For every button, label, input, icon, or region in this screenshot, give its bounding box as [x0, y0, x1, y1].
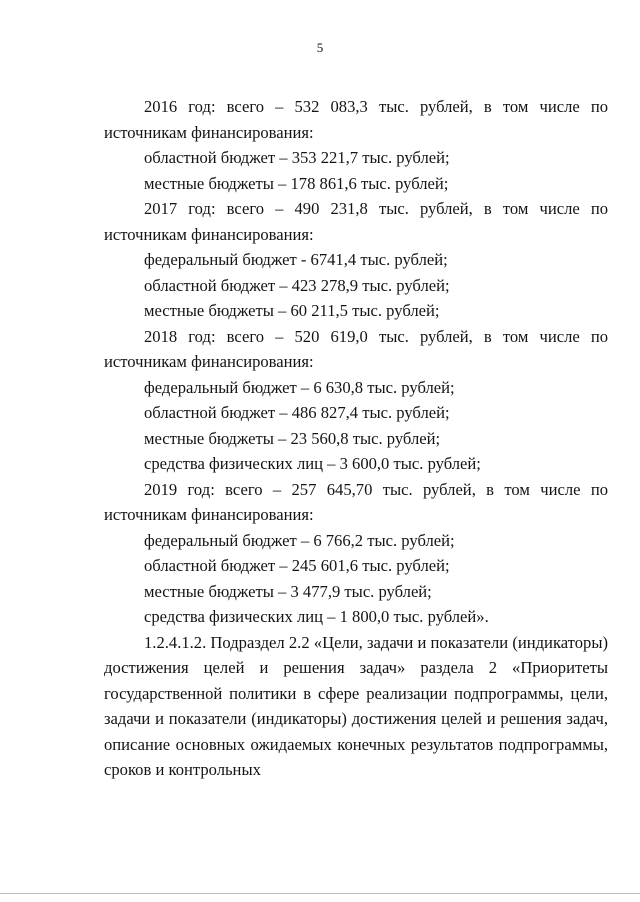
funding-2019-federal-budget: федеральный бюджет – 6 766,2 тыс. рублей;	[144, 530, 455, 550]
funding-2018-regional-budget: областной бюджет – 486 827,4 тыс. рублей;	[144, 403, 450, 422]
funding-2017-regional-budget: областной бюджет – 423 278,9 тыс. рублей;	[144, 275, 450, 295]
document-body	[104, 94, 608, 783]
funding-2019-local-budgets: местные бюджеты – 3 477,9 тыс. рублей;	[144, 581, 432, 601]
funding-2016-local-budgets: местные бюджеты – 178 861,6 тыс. рублей;	[144, 173, 449, 193]
funding-2017-paragraph: 2017 год: всего – 490 231,8 тыс. рублей, в том числе по источникам финансирования:	[104, 199, 608, 244]
funding-2018-paragraph: 2018 год: всего – 520 619,0 тыс. рублей, в том числе по источникам финансирования:	[104, 326, 608, 371]
scan-bottom-edge	[0, 893, 640, 894]
funding-2017-federal-budget: федеральный бюджет - 6741,4 тыс. рублей;	[144, 250, 448, 269]
funding-2017-local-budgets: местные бюджеты – 60 211,5 тыс. рублей;	[144, 301, 440, 320]
funding-2019-individuals-funds: средства физических лиц – 1 800,0 тыс. рублей».	[144, 607, 489, 626]
clause-1-2-4-1-2-paragraph: 1.2.4.1.2. Подраздел 2.2 «Цели, задачи и показатели (индикаторы) достижения целей и решения задач» раздела 2 «Приоритеты государственной политики в сфере реализации подпрограммы, цели, задачи и показатели (индикаторы) достижения целей и решения задач, описание основных ожидаемых конечных результатов подпрограммы, сроков и контрольных	[104, 632, 608, 779]
funding-2016-paragraph: 2016 год: всего – 532 083,3 тыс. рублей, в том числе по источникам финансирования:	[104, 97, 608, 142]
funding-2018-federal-budget: федеральный бюджет – 6 630,8 тыс. рублей;	[144, 377, 455, 397]
funding-2016-regional-budget: областной бюджет – 353 221,7 тыс. рублей;	[144, 148, 450, 167]
funding-2018-individuals-funds: средства физических лиц – 3 600,0 тыс. рублей;	[144, 454, 481, 473]
funding-2019-regional-budget: областной бюджет – 245 601,6 тыс. рублей;	[144, 556, 450, 575]
funding-2019-paragraph: 2019 год: всего – 257 645,70 тыс. рублей, в том числе по источникам финансирования:	[104, 479, 608, 524]
funding-2018-local-budgets: местные бюджеты – 23 560,8 тыс. рублей;	[144, 428, 441, 448]
page-number: 5	[316, 40, 324, 55]
